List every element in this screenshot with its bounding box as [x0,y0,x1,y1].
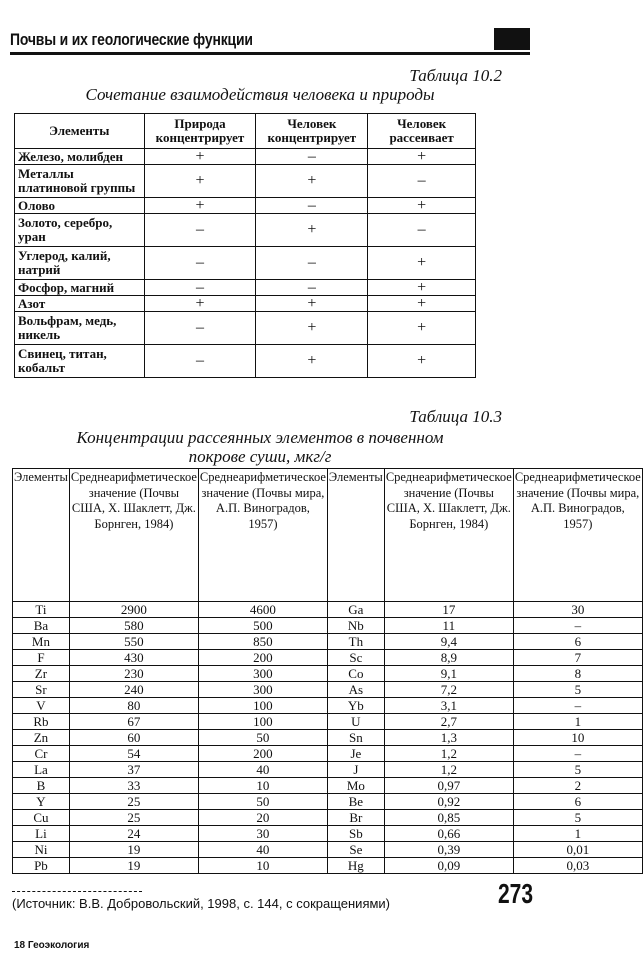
element-cell: Ti [13,602,70,618]
table-row [13,698,643,714]
element-cell: Yb [327,698,384,714]
element-cell: Li [13,826,70,842]
value-cell: 30 [513,602,642,618]
element-cell: V [13,698,70,714]
value-cell: 200 [198,650,327,666]
element-cell: Br [327,810,384,826]
value-cell: 0,85 [384,810,513,826]
value-cell: + [368,312,476,345]
value-cell: 5 [513,810,642,826]
table-row [13,794,643,810]
value-cell: 9,4 [384,634,513,650]
value-cell: 10 [513,730,642,746]
value-cell: 430 [69,650,198,666]
table-row [13,778,643,794]
value-cell: 5 [513,682,642,698]
value-cell: + [256,312,368,345]
element-cell: Zn [13,730,70,746]
value-cell: – [144,312,256,345]
value-cell: + [144,165,256,198]
value-cell: 230 [69,666,198,682]
column-header: Среднеарифметическое значение (Почвы мира, А.П. Виноградов, 1957) [198,469,327,602]
value-cell: 1,2 [384,762,513,778]
element-cell: Углерод, калий, натрий [15,247,145,280]
header-title: Почвы и их геологические функции [10,30,253,49]
value-cell: 7,2 [384,682,513,698]
element-cell: Je [327,746,384,762]
table-row [13,746,643,762]
value-cell: 300 [198,682,327,698]
value-cell: – [256,149,368,165]
value-cell: 24 [69,826,198,842]
element-cell: Железо, молибден [15,149,145,165]
value-cell: 17 [384,602,513,618]
element-cell: Y [13,794,70,810]
value-cell: 50 [198,794,327,810]
element-cell: U [327,714,384,730]
value-cell: 10 [198,778,327,794]
element-cell: Mo [327,778,384,794]
element-cell: B [13,778,70,794]
table-row [15,165,476,198]
value-cell: 19 [69,842,198,858]
element-cell: Золото, серебро, уран [15,214,145,247]
value-cell: + [144,149,256,165]
table-row [13,826,643,842]
element-cell: Co [327,666,384,682]
footer-signature: 18 Геоэкология [14,940,90,951]
column-header: Элементы [327,469,384,602]
value-cell: 37 [69,762,198,778]
value-cell: 2,7 [384,714,513,730]
value-cell: – [368,214,476,247]
value-cell: 50 [198,730,327,746]
element-cell: Pb [13,858,70,874]
element-cell: Sb [327,826,384,842]
value-cell: + [256,296,368,312]
table-row [13,730,643,746]
value-cell: 240 [69,682,198,698]
element-cell: La [13,762,70,778]
value-cell: + [368,198,476,214]
value-cell: 300 [198,666,327,682]
value-cell: – [513,618,642,634]
value-cell: 19 [69,858,198,874]
value-cell: 1 [513,826,642,842]
value-cell: 1,2 [384,746,513,762]
value-cell: 10 [198,858,327,874]
element-cell: Hg [327,858,384,874]
value-cell: 30 [198,826,327,842]
column-header: Элементы [15,114,145,149]
element-cell: F [13,650,70,666]
table-row [13,858,643,874]
element-cell: Cr [13,746,70,762]
element-cell: Mn [13,634,70,650]
table-row [13,714,643,730]
value-cell: – [368,165,476,198]
table-row [15,149,476,165]
table-10-3-title-line2: покрове суши, мкг/г [188,447,332,466]
element-cell: Sc [327,650,384,666]
value-cell: 80 [69,698,198,714]
element-cell: As [327,682,384,698]
table-header-row [13,469,643,602]
element-cell: Олово [15,198,145,214]
column-header: Среднеарифметическое значение (Почвы мира, А.П. Виноградов, 1957) [513,469,642,602]
element-cell: Be [327,794,384,810]
value-cell: 25 [69,794,198,810]
value-cell: 0,97 [384,778,513,794]
column-header: Человек рассеивает [368,114,476,149]
value-cell: + [368,280,476,296]
table-row [13,602,643,618]
table-row [15,280,476,296]
source-rule [12,891,142,892]
element-cell: Ga [327,602,384,618]
value-cell: 850 [198,634,327,650]
table-row [13,634,643,650]
value-cell: 5 [513,762,642,778]
element-cell: J [327,762,384,778]
value-cell: 2 [513,778,642,794]
column-header: Среднеарифметическое значение (Почвы США, Х. Шаклетт, Дж. Борнген, 1984) [384,469,513,602]
value-cell: 40 [198,842,327,858]
element-cell: Zr [13,666,70,682]
value-cell: – [256,247,368,280]
table-row [13,618,643,634]
value-cell: + [256,214,368,247]
table-row [15,312,476,345]
value-cell: 0,39 [384,842,513,858]
table-row [13,810,643,826]
value-cell: – [513,746,642,762]
value-cell: 0,92 [384,794,513,810]
value-cell: + [256,345,368,378]
value-cell: 7 [513,650,642,666]
value-cell: 0,66 [384,826,513,842]
element-cell: Свинец, титан, кобальт [15,345,145,378]
table-10-2 [14,113,476,378]
value-cell: 11 [384,618,513,634]
value-cell: 60 [69,730,198,746]
table-row [13,682,643,698]
element-cell: Фосфор, магний [15,280,145,296]
table-row [13,842,643,858]
element-cell: Ni [13,842,70,858]
value-cell: 2900 [69,602,198,618]
column-header: Человек концентрирует [256,114,368,149]
value-cell: 1,3 [384,730,513,746]
value-cell: 100 [198,714,327,730]
value-cell: 67 [69,714,198,730]
element-cell: Th [327,634,384,650]
value-cell: 6 [513,634,642,650]
element-cell: Rb [13,714,70,730]
element-cell: Nb [327,618,384,634]
value-cell: 9,1 [384,666,513,682]
value-cell: 500 [198,618,327,634]
table-row [15,198,476,214]
table-row [15,247,476,280]
value-cell: + [144,198,256,214]
value-cell: 54 [69,746,198,762]
value-cell: – [256,198,368,214]
element-cell: Ba [13,618,70,634]
element-cell: Вольфрам, медь, никель [15,312,145,345]
table-row [15,214,476,247]
source-note: (Источник: В.В. Добровольский, 1998, с. 144, с сокращениями) [12,896,391,911]
table-row [15,345,476,378]
running-header [10,30,530,55]
value-cell: – [144,247,256,280]
element-cell: Металлы платиновой группы [15,165,145,198]
value-cell: 33 [69,778,198,794]
value-cell: 1 [513,714,642,730]
value-cell: – [144,345,256,378]
value-cell: + [144,296,256,312]
value-cell: – [144,280,256,296]
table-row [13,762,643,778]
value-cell: 580 [69,618,198,634]
value-cell: 20 [198,810,327,826]
value-cell: + [368,345,476,378]
table-header-row [15,114,476,149]
element-cell: Cu [13,810,70,826]
table-10-3 [12,468,643,874]
value-cell: + [368,296,476,312]
value-cell: 200 [198,746,327,762]
value-cell: – [256,280,368,296]
table-row [13,666,643,682]
column-header: Природа концентрирует [144,114,256,149]
value-cell: 0,03 [513,858,642,874]
element-cell: Se [327,842,384,858]
value-cell: – [144,214,256,247]
header-bar-block [494,28,530,50]
value-cell: 3,1 [384,698,513,714]
value-cell: 25 [69,810,198,826]
column-header: Элементы [13,469,70,602]
value-cell: + [256,165,368,198]
table-10-2-number: Таблица 10.2 [409,66,502,85]
element-cell: Sr [13,682,70,698]
table-row [13,650,643,666]
value-cell: 8 [513,666,642,682]
table-10-3-title-line1: Концентрации рассеянных элементов в почвенном [76,428,444,447]
table-10-2-title: Сочетание взаимодействия человека и природы [85,85,435,104]
element-cell: Азот [15,296,145,312]
value-cell: 0,01 [513,842,642,858]
value-cell: + [368,149,476,165]
value-cell: 550 [69,634,198,650]
value-cell: 40 [198,762,327,778]
value-cell: 100 [198,698,327,714]
column-header: Среднеарифметическое значение (Почвы США, Х. Шаклетт, Дж. Борнген, 1984) [69,469,198,602]
value-cell: 6 [513,794,642,810]
element-cell: Sn [327,730,384,746]
value-cell: – [513,698,642,714]
table-10-3-number: Таблица 10.3 [409,407,502,426]
page-number: 273 [498,878,534,909]
value-cell: 8,9 [384,650,513,666]
value-cell: 0,09 [384,858,513,874]
value-cell: + [368,247,476,280]
table-row [15,296,476,312]
value-cell: 4600 [198,602,327,618]
